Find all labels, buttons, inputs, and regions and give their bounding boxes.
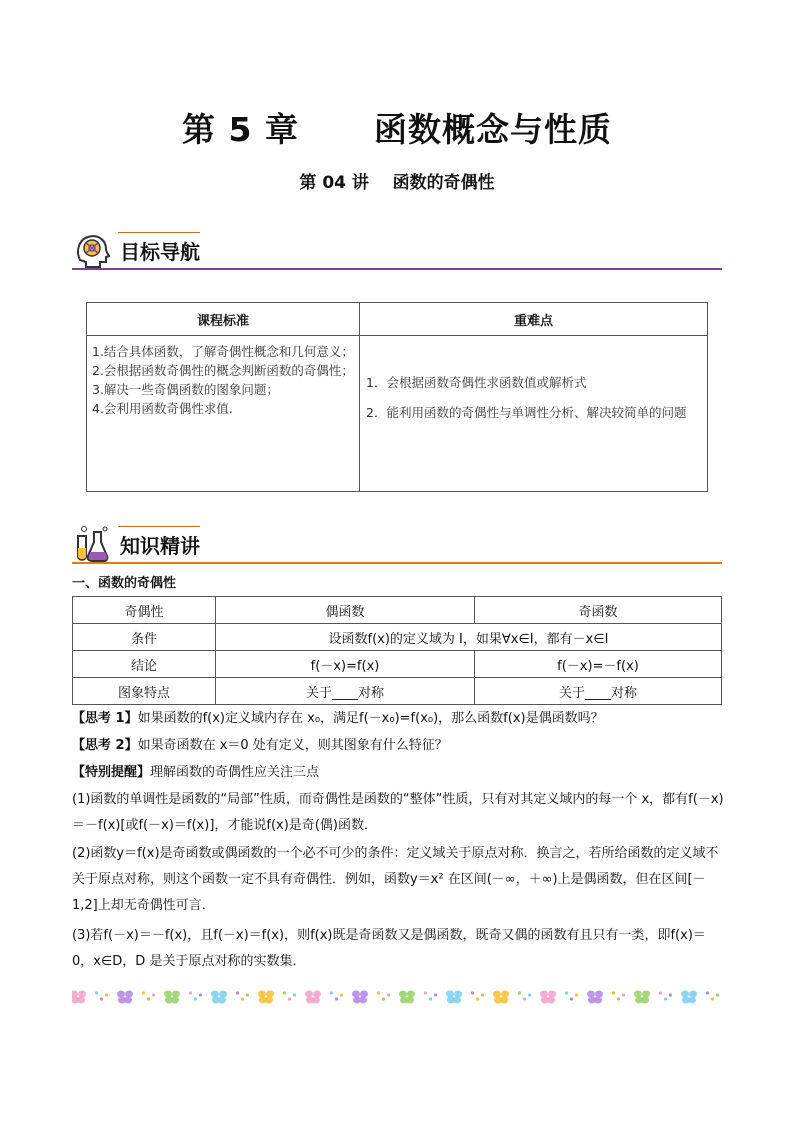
butterfly-divider-decoration [72, 988, 722, 1006]
dots-decoration [283, 991, 296, 1000]
special-reminder [72, 760, 724, 786]
butterfly-icon [352, 991, 368, 1004]
butterfly-icon [258, 991, 274, 1004]
dots-decoration [424, 991, 437, 1000]
section-goals-underline [72, 268, 722, 270]
lecture-title [0, 168, 794, 193]
goal-table-header-standard: 课程标准 [87, 303, 360, 336]
point-3: (3)若f(－x)＝－f(x)，且f(－x)＝f(x)，则f(x)既是奇函数又是偶函数，既奇又偶的函数有且只有一类，即f(x)＝0，x∈D，D 是关于原点对称的实数集． [72, 928, 706, 969]
parity-row-label-conclusion: 结论 [73, 651, 216, 678]
section-goals-top-line [118, 232, 200, 233]
section-knowledge [72, 524, 722, 564]
dots-decoration [142, 991, 155, 1000]
dots-decoration [377, 991, 390, 1000]
parity-even-conclusion: f(－x)=f(x) [216, 651, 475, 678]
butterfly-icon [540, 991, 556, 1004]
dots-decoration [659, 991, 672, 1000]
point-2: (2)函数y＝f(x)是奇函数或偶函数的一个必不可少的条件：定义域关于原点对称．换言之，若所给函数的定义域不关于原点对称，则这个函数一定不具有奇偶性．例如，函数y＝x² 在区间(－∞，＋∞)上是偶函数，但在区间[－1,2]上却无奇偶性可言． [72, 846, 719, 913]
goal-table-keypoints [360, 336, 708, 492]
standard-item: 3.解决一些奇偶函数的图象问题； [92, 382, 279, 397]
think-2-tag: 【思考 2】 [72, 738, 138, 753]
butterfly-icon [587, 991, 603, 1004]
parity-even-graph: 关于____对称 [216, 678, 475, 705]
keypoint-item: 1．会根据函数奇偶性求函数值或解析式 [366, 375, 587, 390]
flask-icon [72, 524, 112, 564]
goal-table-header-key: 重难点 [360, 303, 708, 336]
butterfly-icon [399, 991, 415, 1004]
think-2-text: 如果奇函数在 x＝0 处有定义，则其图象有什么特征？ [137, 738, 448, 753]
lecture-name: 函数的奇偶性 [392, 173, 495, 193]
head-gear-icon [72, 230, 112, 270]
dots-decoration [518, 991, 531, 1000]
parity-header-odd: 奇函数 [475, 597, 722, 624]
keypoint-item: 2．能利用函数的奇偶性与单调性分析、解决较简单的问题 [366, 405, 687, 420]
section-goals-title: 目标导航 [120, 240, 200, 264]
dots-decoration [95, 991, 108, 1000]
dots-decoration [565, 991, 578, 1000]
butterfly-icon [446, 991, 462, 1004]
dots-decoration [330, 991, 343, 1000]
dots-decoration [706, 991, 719, 1000]
reminder-tag: 【特别提醒】 [72, 765, 151, 780]
butterfly-icon [72, 991, 86, 1004]
point-1: (1)函数的单调性是函数的“局部”性质，而奇偶性是函数的“整体”性质，只有对其定义域内的每一个 x，都有f(－x)＝－f(x)[或f(－x)＝f(x)]，才能说f(x)是奇(偶)函数． [72, 792, 724, 833]
parity-odd-conclusion: f(－x)=－f(x) [475, 651, 722, 678]
section-knowledge-top-line [118, 526, 200, 527]
butterfly-icon [493, 991, 509, 1004]
chapter-title [0, 104, 794, 151]
dots-decoration [471, 991, 484, 1000]
think-1-tag: 【思考 1】 [72, 711, 138, 726]
goal-table [86, 302, 708, 492]
lecture-number: 第 04 讲 [299, 173, 369, 193]
butterfly-icon [211, 991, 227, 1004]
standard-item: 4.会利用函数奇偶性求值. [92, 401, 233, 416]
parity-row-label-condition: 条件 [73, 624, 216, 651]
chapter-number: 第 5 章 [182, 110, 299, 149]
section-knowledge-underline [72, 562, 722, 564]
goal-table-standards [87, 336, 360, 492]
butterfly-icon [634, 991, 650, 1004]
butterfly-icon [117, 991, 133, 1004]
standard-item: 1.结合具体函数，了解奇偶性概念和几何意义； [92, 344, 354, 359]
parity-header-parity: 奇偶性 [73, 597, 216, 624]
section-goals [72, 230, 722, 270]
parity-row-label-graph: 图象特点 [73, 678, 216, 705]
dots-decoration [236, 991, 249, 1000]
knowledge-heading: 一、函数的奇偶性 [72, 576, 177, 591]
chapter-name: 函数概念与性质 [373, 110, 612, 149]
butterfly-icon [681, 991, 697, 1004]
section-knowledge-title: 知识精讲 [120, 534, 200, 558]
parity-header-even: 偶函数 [216, 597, 475, 624]
parity-condition: 设函数f(x)的定义域为 I，如果∀x∈I，都有－x∈I [216, 624, 722, 651]
parity-odd-graph: 关于____对称 [475, 678, 722, 705]
standard-item: 2.会根据函数奇偶性的概念判断函数的奇偶性； [92, 363, 354, 378]
dots-decoration [189, 991, 202, 1000]
butterfly-icon [305, 991, 321, 1004]
think-1 [72, 706, 724, 732]
butterfly-icon [164, 991, 180, 1004]
think-2 [72, 733, 724, 759]
parity-table [72, 596, 722, 705]
think-1-text: 如果函数的f(x)定义域内存在 x₀，满足f(－x₀)=f(x₀)，那么函数f(x)是偶函数吗？ [137, 711, 604, 726]
dots-decoration [612, 991, 625, 1000]
reminder-text: 理解函数的奇偶性应关注三点 [150, 765, 320, 780]
